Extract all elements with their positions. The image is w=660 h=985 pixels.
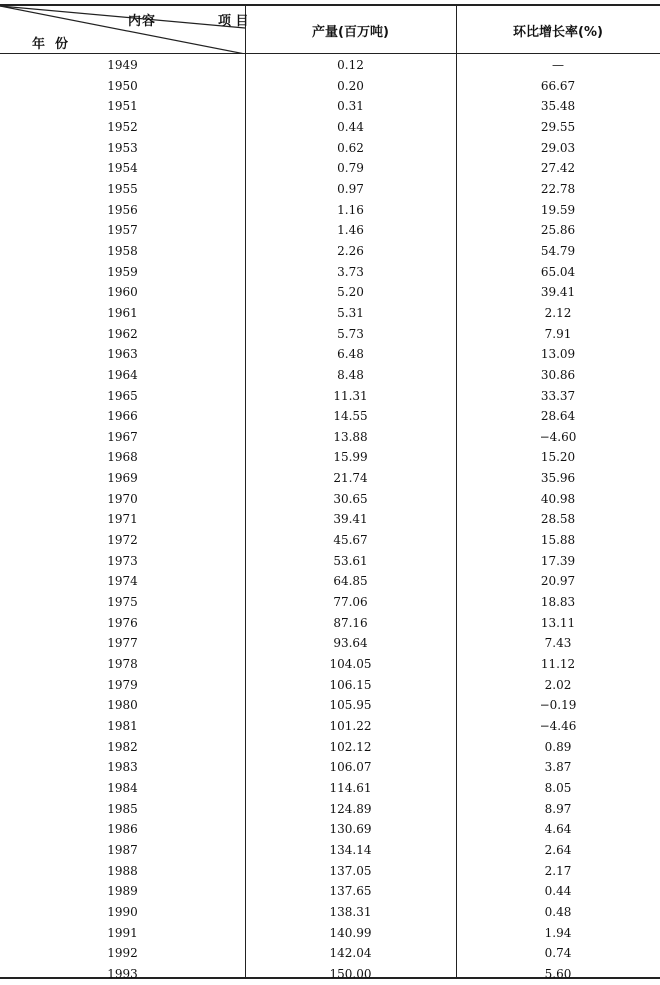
growth-rate-cell: 20.97 bbox=[540, 574, 576, 589]
growth-rate-cell: 7.91 bbox=[544, 326, 572, 341]
growth-rate-cell: 15.88 bbox=[540, 533, 576, 548]
production-cell: 0.79 bbox=[337, 161, 364, 176]
growth-rate-cell: 29.55 bbox=[540, 119, 576, 134]
growth-rate-cell: −4.46 bbox=[539, 719, 577, 733]
growth-rate-cell: 40.98 bbox=[540, 491, 576, 506]
growth-rate-cell: — bbox=[552, 58, 564, 72]
table-row bbox=[0, 117, 660, 138]
table-row bbox=[0, 241, 660, 262]
growth-rate-cell: 19.59 bbox=[540, 202, 576, 217]
year-cell: 1984 bbox=[107, 780, 138, 795]
table-row bbox=[0, 138, 660, 159]
production-cell: 3.73 bbox=[337, 264, 364, 279]
table-row bbox=[0, 179, 660, 200]
table-row bbox=[0, 427, 660, 448]
year-cell: 1953 bbox=[107, 140, 138, 155]
production-cell: 39.41 bbox=[333, 512, 368, 527]
production-cell: 1.16 bbox=[337, 202, 364, 217]
table-row bbox=[0, 468, 660, 489]
year-cell: 1955 bbox=[107, 181, 138, 196]
header-production: 产量(百万吨) bbox=[312, 24, 389, 40]
table-row bbox=[0, 737, 660, 758]
production-cell: 142.04 bbox=[329, 946, 372, 961]
diagonal-header-cell bbox=[0, 6, 249, 54]
year-cell: 1993 bbox=[107, 966, 138, 981]
year-cell: 1986 bbox=[107, 822, 138, 837]
growth-rate-cell: 28.64 bbox=[540, 409, 576, 424]
year-cell: 1949 bbox=[107, 58, 138, 72]
growth-rate-cell: 15.20 bbox=[540, 450, 576, 465]
growth-rate-cell: 0.44 bbox=[544, 884, 572, 899]
growth-rate-cell: 0.74 bbox=[544, 946, 572, 961]
production-cell: 102.12 bbox=[329, 739, 372, 754]
year-cell: 1968 bbox=[107, 450, 138, 465]
table-row bbox=[0, 282, 660, 303]
growth-rate-cell: 35.96 bbox=[540, 471, 576, 486]
production-cell: 114.61 bbox=[329, 780, 372, 795]
production-cell: 138.31 bbox=[329, 904, 372, 919]
growth-rate-cell: 66.67 bbox=[540, 78, 576, 93]
year-cell: 1950 bbox=[107, 78, 138, 93]
table-row bbox=[0, 799, 660, 820]
table-row bbox=[0, 220, 660, 241]
year-cell: 1963 bbox=[107, 347, 138, 362]
production-cell: 64.85 bbox=[333, 574, 368, 589]
year-cell: 1987 bbox=[107, 842, 138, 857]
production-cell: 137.65 bbox=[329, 884, 372, 899]
production-cell: 0.31 bbox=[337, 99, 364, 114]
year-cell: 1969 bbox=[107, 471, 138, 486]
table-row bbox=[0, 861, 660, 882]
table-row bbox=[0, 551, 660, 572]
table-row bbox=[0, 324, 660, 345]
table-row bbox=[0, 447, 660, 468]
production-cell: 11.31 bbox=[333, 388, 368, 403]
table-row bbox=[0, 262, 660, 283]
year-cell: 1957 bbox=[107, 223, 138, 238]
production-cell: 0.62 bbox=[337, 140, 364, 155]
year-cell: 1961 bbox=[107, 305, 138, 320]
growth-rate-cell: 27.42 bbox=[540, 161, 576, 176]
growth-rate-cell: 0.48 bbox=[544, 904, 572, 919]
year-cell: 1977 bbox=[107, 636, 138, 651]
year-cell: 1981 bbox=[107, 719, 138, 733]
production-cell: 87.16 bbox=[333, 615, 368, 630]
header-growth-rate: 环比增长率(%) bbox=[513, 24, 603, 40]
production-cell: 105.95 bbox=[329, 698, 372, 713]
table-row bbox=[0, 613, 660, 634]
production-cell: 137.05 bbox=[329, 863, 372, 878]
year-cell: 1990 bbox=[107, 904, 138, 919]
growth-rate-cell: 54.79 bbox=[540, 243, 576, 258]
production-cell: 77.06 bbox=[333, 595, 368, 610]
table-row bbox=[0, 695, 660, 716]
production-cell: 5.73 bbox=[337, 326, 364, 341]
header-item-label: 内容 bbox=[128, 14, 157, 29]
growth-rate-cell: 5.60 bbox=[544, 966, 572, 981]
production-cell: 2.26 bbox=[337, 243, 364, 258]
table-row bbox=[0, 365, 660, 386]
year-cell: 1979 bbox=[107, 677, 138, 692]
growth-rate-cell: 2.17 bbox=[544, 863, 572, 878]
production-cell: 30.65 bbox=[333, 491, 368, 506]
growth-rate-cell: 3.87 bbox=[544, 760, 572, 775]
year-cell: 1970 bbox=[107, 491, 138, 506]
data-table bbox=[0, 4, 660, 979]
table-row bbox=[0, 303, 660, 324]
year-cell: 1960 bbox=[107, 285, 138, 300]
year-cell: 1985 bbox=[107, 801, 138, 816]
production-cell: 6.48 bbox=[337, 347, 364, 362]
growth-rate-cell: 29.03 bbox=[540, 140, 576, 155]
table-row bbox=[0, 406, 660, 427]
year-cell: 1967 bbox=[107, 429, 138, 444]
growth-rate-cell: 8.05 bbox=[544, 780, 572, 795]
production-cell: 106.15 bbox=[329, 677, 372, 692]
production-cell: 5.20 bbox=[337, 285, 364, 300]
growth-rate-cell: 18.83 bbox=[540, 595, 576, 610]
year-cell: 1989 bbox=[107, 884, 138, 899]
table-row bbox=[0, 964, 660, 985]
year-cell: 1983 bbox=[107, 760, 138, 775]
year-cell: 1965 bbox=[107, 388, 138, 403]
header-item-label-2: 项 目 bbox=[218, 14, 249, 29]
year-cell: 1980 bbox=[107, 698, 138, 713]
table-header bbox=[0, 6, 660, 54]
year-cell: 1966 bbox=[107, 409, 138, 424]
year-cell: 1972 bbox=[107, 533, 138, 548]
growth-rate-cell: 22.78 bbox=[540, 181, 576, 196]
table-row bbox=[0, 840, 660, 861]
table-row bbox=[0, 592, 660, 613]
growth-rate-cell: −0.19 bbox=[539, 698, 577, 713]
year-cell: 1974 bbox=[107, 574, 138, 589]
growth-rate-cell: 2.12 bbox=[544, 305, 572, 320]
growth-rate-cell: 30.86 bbox=[540, 367, 576, 382]
table-row bbox=[0, 716, 660, 737]
year-cell: 1992 bbox=[107, 946, 138, 961]
year-cell: 1975 bbox=[107, 595, 138, 610]
growth-rate-cell: 25.86 bbox=[540, 223, 576, 238]
table-row bbox=[0, 530, 660, 551]
table-body bbox=[0, 55, 660, 985]
table-row bbox=[0, 819, 660, 840]
header-year-label: 年份 bbox=[32, 37, 79, 52]
production-cell: 8.48 bbox=[337, 367, 364, 382]
growth-rate-cell: 17.39 bbox=[540, 553, 576, 568]
year-cell: 1976 bbox=[107, 615, 138, 630]
production-cell: 5.31 bbox=[337, 305, 364, 320]
table-row bbox=[0, 943, 660, 964]
table-row bbox=[0, 675, 660, 696]
table-row bbox=[0, 200, 660, 221]
growth-rate-cell: 11.12 bbox=[540, 657, 576, 672]
year-cell: 1973 bbox=[107, 553, 138, 568]
growth-rate-cell: 8.97 bbox=[544, 801, 572, 816]
production-cell: 14.55 bbox=[333, 409, 368, 424]
production-cell: 45.67 bbox=[333, 533, 368, 548]
growth-rate-cell: 4.64 bbox=[544, 822, 572, 837]
production-cell: 124.89 bbox=[329, 801, 372, 816]
production-cell: 150.00 bbox=[329, 966, 372, 981]
growth-rate-cell: 33.37 bbox=[540, 388, 576, 403]
table-row bbox=[0, 96, 660, 117]
year-cell: 1952 bbox=[107, 119, 138, 134]
growth-rate-cell: 2.64 bbox=[544, 842, 572, 857]
table-row bbox=[0, 509, 660, 530]
growth-rate-cell: −4.60 bbox=[539, 429, 577, 444]
year-cell: 1958 bbox=[107, 243, 138, 258]
production-cell: 101.22 bbox=[329, 719, 372, 733]
table-row bbox=[0, 76, 660, 97]
production-cell: 0.97 bbox=[337, 181, 364, 196]
year-cell: 1988 bbox=[107, 863, 138, 878]
production-cell: 0.12 bbox=[337, 58, 364, 72]
table-row bbox=[0, 158, 660, 179]
growth-rate-cell: 7.43 bbox=[544, 636, 572, 651]
production-cell: 106.07 bbox=[329, 760, 372, 775]
year-cell: 1951 bbox=[107, 99, 138, 114]
production-cell: 104.05 bbox=[329, 657, 372, 672]
table-row bbox=[0, 881, 660, 902]
growth-rate-cell: 39.41 bbox=[540, 285, 576, 300]
table-row bbox=[0, 923, 660, 944]
table-row bbox=[0, 757, 660, 778]
year-cell: 1991 bbox=[107, 925, 138, 940]
production-cell: 1.46 bbox=[337, 223, 364, 238]
year-cell: 1964 bbox=[107, 367, 138, 382]
table-row bbox=[0, 654, 660, 675]
year-cell: 1959 bbox=[107, 264, 138, 279]
production-cell: 130.69 bbox=[329, 822, 372, 837]
growth-rate-cell: 65.04 bbox=[540, 264, 576, 279]
growth-rate-cell: 13.11 bbox=[540, 615, 576, 630]
table-row bbox=[0, 902, 660, 923]
year-cell: 1956 bbox=[107, 202, 138, 217]
table-row bbox=[0, 489, 660, 510]
table-row bbox=[0, 633, 660, 654]
production-cell: 0.20 bbox=[337, 78, 364, 93]
year-cell: 1978 bbox=[107, 657, 138, 672]
table-row bbox=[0, 571, 660, 592]
production-cell: 21.74 bbox=[333, 471, 368, 486]
table-row bbox=[0, 386, 660, 407]
growth-rate-cell: 13.09 bbox=[540, 347, 576, 362]
growth-rate-cell: 2.02 bbox=[544, 677, 572, 692]
growth-rate-cell: 1.94 bbox=[544, 925, 572, 940]
growth-rate-cell: 35.48 bbox=[540, 99, 576, 114]
year-cell: 1954 bbox=[107, 161, 138, 176]
production-cell: 140.99 bbox=[329, 925, 372, 940]
production-cell: 93.64 bbox=[333, 636, 368, 651]
year-cell: 1982 bbox=[107, 739, 138, 754]
year-cell: 1962 bbox=[107, 326, 138, 341]
table-row bbox=[0, 344, 660, 365]
production-cell: 53.61 bbox=[333, 553, 368, 568]
growth-rate-cell: 0.89 bbox=[544, 739, 572, 754]
growth-rate-cell: 28.58 bbox=[540, 512, 576, 527]
production-cell: 13.88 bbox=[333, 429, 368, 444]
production-cell: 0.44 bbox=[337, 119, 364, 134]
year-cell: 1971 bbox=[107, 512, 138, 527]
production-cell: 15.99 bbox=[333, 450, 368, 465]
table-row bbox=[0, 778, 660, 799]
table-row bbox=[0, 55, 660, 76]
production-cell: 134.14 bbox=[329, 842, 372, 857]
